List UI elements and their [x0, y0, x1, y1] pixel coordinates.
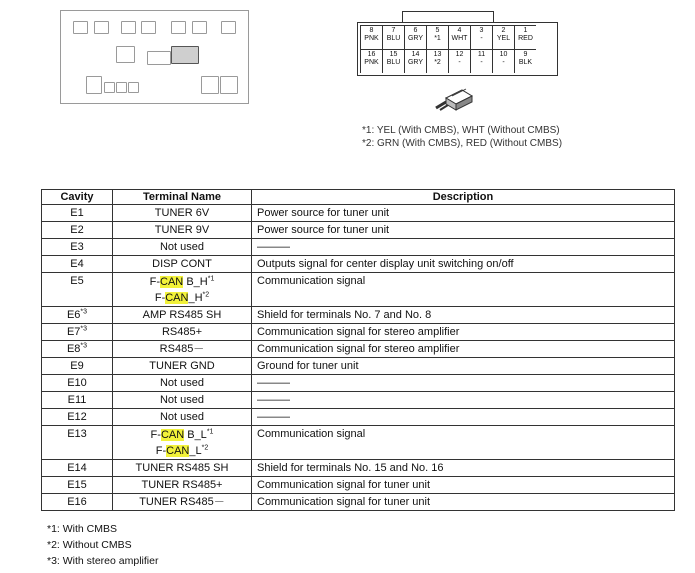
terminal-highlight: CAN: [160, 428, 185, 441]
cavity-cell: [42, 239, 113, 256]
locator-connector: [221, 21, 236, 34]
cavity-number: 15: [389, 51, 398, 58]
terminal-name-cell: Not used: [113, 375, 252, 392]
connector-cavity: [514, 25, 536, 49]
cavity-id: E16: [67, 496, 87, 508]
terminal-suffix: _L: [189, 444, 202, 457]
wire-color: PNK: [364, 59, 379, 66]
locator-connector: [86, 76, 102, 94]
description-cell: ———: [252, 409, 675, 426]
description-cell: Communication signal for stereo amplifier: [252, 341, 675, 358]
connector-note: *2: GRN (With CMBS), RED (Without CMBS): [362, 138, 563, 149]
terminal-suffix: _H: [188, 291, 203, 304]
cavity-cell: [42, 256, 113, 273]
terminal-name-line: [118, 274, 246, 290]
locator-connector: [104, 82, 115, 93]
connector-cavity: [492, 49, 514, 73]
connector-cavity: [360, 49, 382, 73]
terminal-name-line: [118, 427, 246, 443]
terminal-name-cell: TUNER RS485 SH: [113, 460, 252, 477]
terminal-name-cell: AMP RS485 SH: [113, 307, 252, 324]
terminal-suffix: B_H: [183, 275, 208, 288]
terminal-prefix: F-: [154, 291, 166, 304]
description-cell: Communication signal for stereo amplifier: [252, 324, 675, 341]
locator-connector: [201, 76, 219, 94]
connector-cavity: [492, 25, 514, 49]
cavity-cell: [42, 341, 113, 358]
cavity-id: E15: [67, 479, 87, 491]
header-description: Description: [252, 190, 675, 205]
table-row: [42, 494, 675, 511]
cavity-id: E9: [70, 360, 84, 372]
cavity-id: E8: [66, 343, 81, 355]
wire-color: GRY: [407, 59, 424, 66]
locator-connector: [147, 51, 171, 65]
terminal-footnote-ref: *1: [207, 274, 215, 282]
footnote: *2: Without CMBS: [47, 539, 132, 551]
description-cell: Communication signal for tuner unit: [252, 477, 675, 494]
description-cell: Outputs signal for center display unit switching on/off: [252, 256, 675, 273]
locator-connector: [171, 21, 186, 34]
terminal-footnote-ref: *2: [201, 443, 209, 451]
wire-color: BLK: [518, 59, 533, 66]
footnote: *1: With CMBS: [47, 523, 118, 535]
table-row: [42, 273, 675, 307]
header-cavity: Cavity: [42, 190, 113, 205]
wire-color: BLU: [386, 59, 401, 66]
cavity-cell: [42, 392, 113, 409]
connector-plug-icon: [432, 86, 476, 114]
terminal-name-cell: Not used: [113, 239, 252, 256]
cavity-id: E1: [70, 207, 84, 219]
description-cell: Shield for terminals No. 15 and No. 16: [252, 460, 675, 477]
cavity-cell: [42, 324, 113, 341]
terminal-name-cell: TUNER RS485+: [113, 477, 252, 494]
cavity-number: 9: [523, 51, 528, 58]
table-row: [42, 409, 675, 426]
connector-cavity: [470, 49, 492, 73]
wire-color: YEL: [496, 35, 511, 42]
table-row: [42, 256, 675, 273]
cavity-number: 11: [477, 51, 486, 58]
terminal-name-cell: Not used: [113, 392, 252, 409]
wire-color: -: [480, 35, 483, 42]
table-row: [42, 375, 675, 392]
cavity-id: E10: [67, 377, 87, 389]
wire-color: RED: [518, 35, 533, 42]
locator-target-connector: [171, 46, 199, 64]
connector-cavity: [382, 25, 404, 49]
cavity-number: 3: [479, 27, 484, 34]
description-cell: Power source for tuner unit: [252, 222, 675, 239]
connector-cavity: [426, 49, 448, 73]
wire-color: -: [502, 59, 505, 66]
terminal-prefix: F-: [150, 428, 161, 441]
cavity-cell: [42, 307, 113, 324]
cavity-number: 16: [367, 51, 376, 58]
connector-cavity: [470, 25, 492, 49]
wire-color: *1: [434, 35, 441, 42]
description-cell: ———: [252, 375, 675, 392]
locator-connector: [73, 21, 88, 34]
locator-connector: [121, 21, 136, 34]
locator-connector: [141, 21, 156, 34]
cavity-cell: [42, 460, 113, 477]
cavity-table: [41, 189, 675, 511]
locator-connector: [116, 82, 127, 93]
table-row: [42, 358, 675, 375]
cavity-number: 12: [455, 51, 464, 58]
table-row: [42, 477, 675, 494]
cavity-number: 4: [457, 27, 462, 34]
terminal-highlight: CAN: [165, 291, 189, 304]
cavity-footnote-ref: *3: [80, 342, 88, 350]
locator-connector: [128, 82, 139, 93]
locator-connector: [220, 76, 238, 94]
locator-connector: [192, 21, 207, 34]
cavity-id: E3: [70, 241, 84, 253]
cavity-number: 13: [433, 51, 442, 58]
wire-color: -: [480, 59, 483, 66]
cavity-number: 5: [435, 27, 440, 34]
cavity-number: 10: [499, 51, 508, 58]
cavity-number: 1: [523, 27, 528, 34]
terminal-name-line: [118, 290, 246, 306]
table-row: [42, 341, 675, 358]
cavity-cell: [42, 222, 113, 239]
wire-color: *2: [434, 59, 441, 66]
cavity-cell: [42, 375, 113, 392]
connector-cavity: [448, 25, 470, 49]
cavity-id: E14: [67, 462, 87, 474]
cavity-cell: [42, 409, 113, 426]
footnotes: [47, 521, 158, 569]
wire-color: WHT: [451, 35, 468, 42]
terminal-highlight: CAN: [160, 275, 184, 288]
wire-color: BLU: [386, 35, 401, 42]
description-cell: Shield for terminals No. 7 and No. 8: [252, 307, 675, 324]
table-row: [42, 239, 675, 256]
cavity-number: 8: [369, 27, 374, 34]
terminal-footnote-ref: *1: [206, 427, 214, 435]
table-row: [42, 324, 675, 341]
cavity-cell: [42, 358, 113, 375]
terminal-name-cell: [113, 273, 252, 307]
table-row: [42, 205, 675, 222]
terminal-name-cell: TUNER 9V: [113, 222, 252, 239]
connector-cavity: [426, 25, 448, 49]
connector-face: [357, 22, 558, 76]
cavity-id: E7: [66, 326, 81, 338]
table-row: [42, 426, 675, 460]
description-cell: Communication signal: [252, 273, 675, 307]
cavity-cell: [42, 494, 113, 511]
description-cell: Communication signal for tuner unit: [252, 494, 675, 511]
cavity-id: E4: [70, 258, 84, 270]
wire-color: -: [458, 59, 461, 66]
terminal-name-cell: Not used: [113, 409, 252, 426]
connector-cavity: [404, 49, 426, 73]
terminal-name-cell: RS485+: [113, 324, 252, 341]
wire-color: PNK: [364, 35, 379, 42]
description-cell: Communication signal: [252, 426, 675, 460]
cavity-number: 7: [391, 27, 396, 34]
connector-cavity: [382, 49, 404, 73]
cavity-number: 6: [413, 27, 418, 34]
cavity-id: E13: [67, 428, 87, 440]
terminal-prefix: F-: [149, 275, 161, 288]
cavity-number: 2: [501, 27, 506, 34]
connector-cavity: [448, 49, 470, 73]
cavity-cell: [42, 426, 113, 460]
terminal-suffix: B_L: [184, 428, 207, 441]
description-cell: Ground for tuner unit: [252, 358, 675, 375]
cavity-number: 14: [411, 51, 420, 58]
unit-locator-diagram: [60, 10, 249, 104]
cavity-footnote-ref: *3: [80, 308, 88, 316]
terminal-name-cell: TUNER 6V: [113, 205, 252, 222]
terminal-name-cell: TUNER RS485－: [113, 494, 252, 511]
footnote: *3: With stereo amplifier: [47, 555, 159, 567]
connector-cavity: [360, 25, 382, 49]
wire-color: GRY: [407, 35, 424, 42]
terminal-prefix: F-: [155, 444, 167, 457]
table-header-row: [42, 190, 675, 205]
table-row: [42, 460, 675, 477]
terminal-footnote-ref: *2: [202, 290, 210, 298]
description-cell: Power source for tuner unit: [252, 205, 675, 222]
table-row: [42, 222, 675, 239]
cavity-id: E6: [66, 309, 81, 321]
connector-note: *1: YEL (With CMBS), WHT (Without CMBS): [362, 125, 560, 136]
terminal-name-cell: TUNER GND: [113, 358, 252, 375]
cavity-cell: [42, 205, 113, 222]
cavity-cell: [42, 477, 113, 494]
cavity-footnote-ref: *3: [80, 325, 88, 333]
cavity-id: E11: [67, 394, 87, 406]
cavity-id: E2: [70, 224, 84, 236]
header-terminal-name: Terminal Name: [113, 190, 252, 205]
cavity-cell: [42, 273, 113, 307]
description-cell: ———: [252, 239, 675, 256]
connector-cavity: [514, 49, 536, 73]
terminal-highlight: CAN: [166, 444, 190, 457]
terminal-name-cell: RS485－: [113, 341, 252, 358]
terminal-name-cell: DISP CONT: [113, 256, 252, 273]
terminal-name-line: [118, 443, 246, 459]
locator-connector: [116, 46, 135, 63]
cavity-id: E5: [70, 275, 84, 287]
connector-cavity: [404, 25, 426, 49]
locator-connector: [94, 21, 109, 34]
connector-notes: [362, 124, 562, 150]
terminal-name-cell: [113, 426, 252, 460]
cavity-id: E12: [67, 411, 87, 423]
table-row: [42, 307, 675, 324]
description-cell: ———: [252, 392, 675, 409]
table-row: [42, 392, 675, 409]
